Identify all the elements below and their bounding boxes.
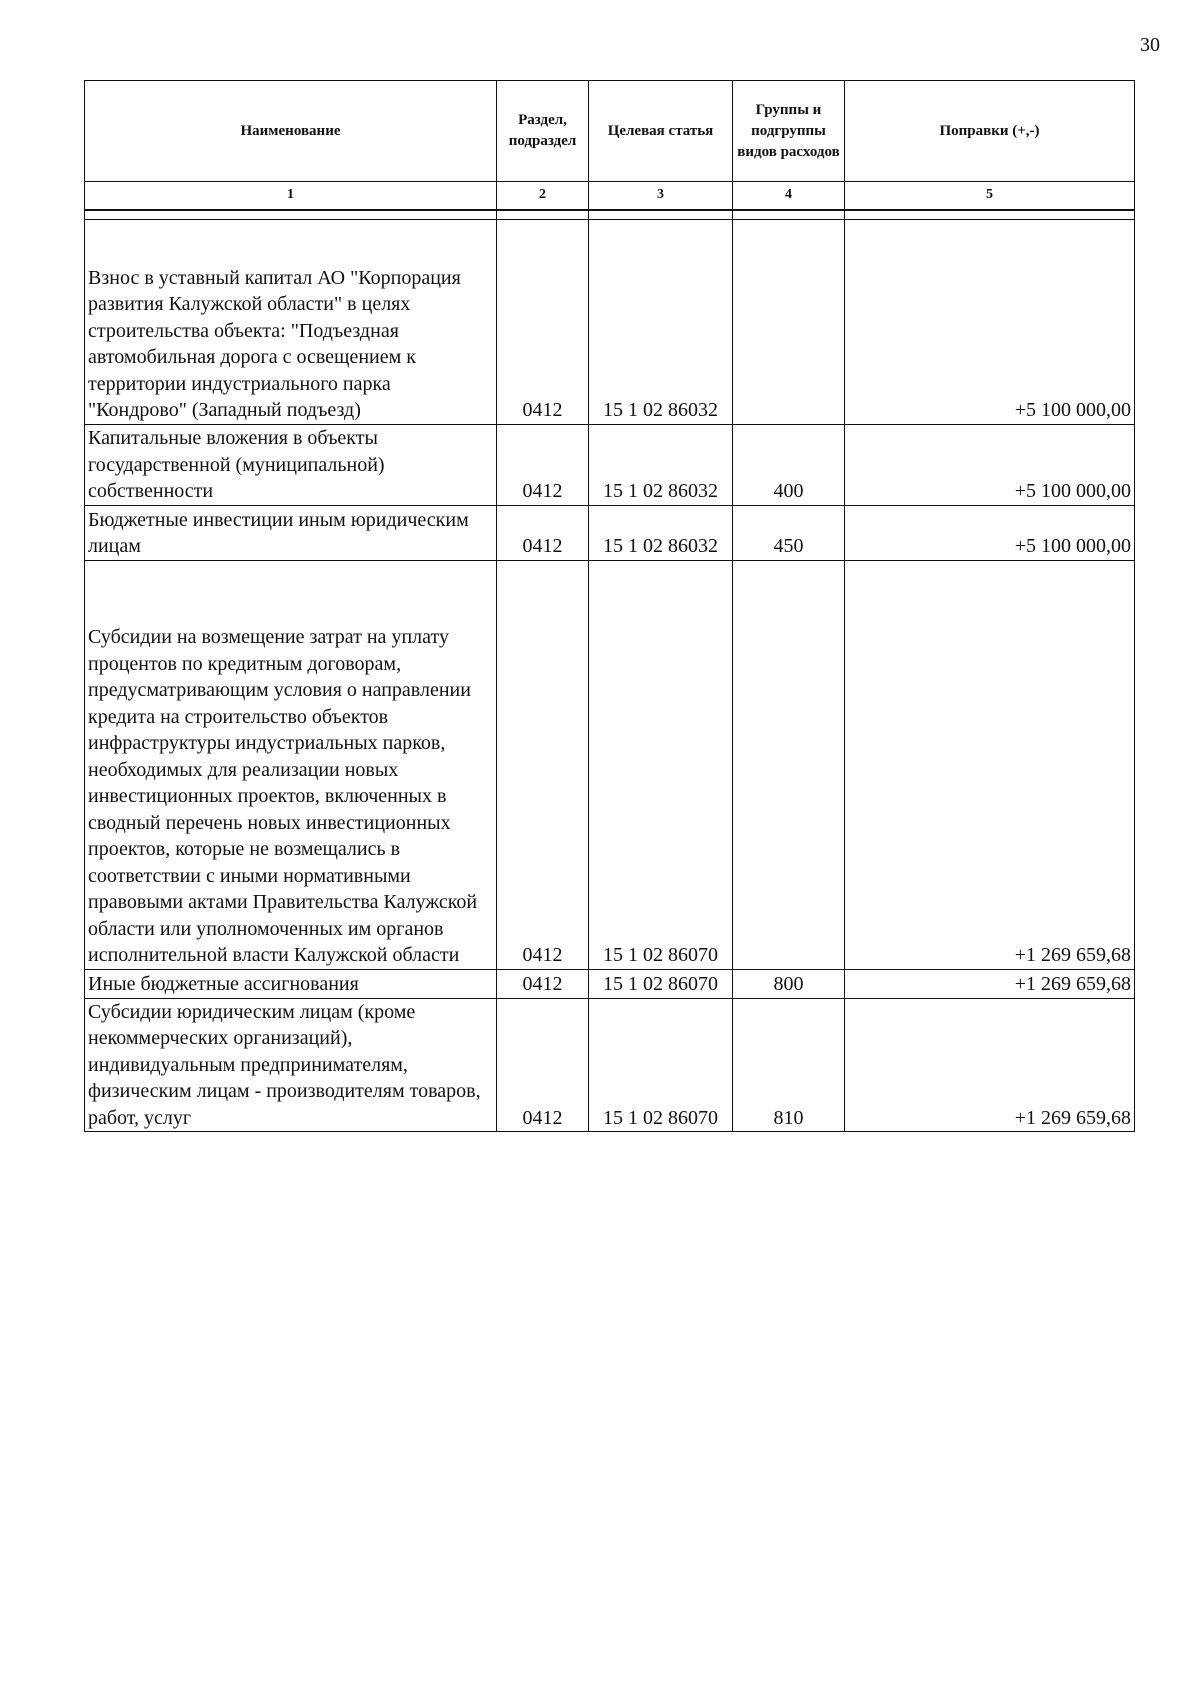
spacer-cell bbox=[589, 210, 733, 220]
row-name: Иные бюджетные ассигнования bbox=[85, 969, 497, 998]
row-name: Субсидии юридическим лицам (кроме некоммерческих организаций), индивидуальным предпринимателям, физическим лицам - производителям товаров, работ, услуг bbox=[85, 998, 497, 1132]
row-target-article: 15 1 02 86032 bbox=[589, 219, 733, 424]
table-row bbox=[85, 424, 1135, 505]
row-target-article: 15 1 02 86032 bbox=[589, 424, 733, 505]
header-section: Раздел, подраздел bbox=[497, 81, 589, 182]
column-number: 3 bbox=[589, 182, 733, 210]
page-number: 30 bbox=[1140, 34, 1160, 56]
row-name: Субсидии на возмещение затрат на уплату процентов по кредитным договорам, предусматривающим условия о направлении кредита на строительство объектов инфраструктуры индустриальных парков, необходимых для реализации новых инвестиционных проектов, включенных в сводный перечень новых инвестиционных проектов, которые не возмещались в соответствии с иными нормативными правовыми актами Правительства Калужской области или уполномоченных им органов исполнительной власти Калужской области bbox=[85, 560, 497, 969]
row-name: Капитальные вложения в объекты государственной (муниципальной) собственности bbox=[85, 424, 497, 505]
row-expense-group: 450 bbox=[733, 505, 845, 560]
table-row bbox=[85, 998, 1135, 1132]
header-name: Наименование bbox=[85, 81, 497, 182]
header-expense-groups: Группы и подгруппы видов расходов bbox=[733, 81, 845, 182]
spacer-row bbox=[85, 210, 1135, 220]
row-expense-group bbox=[733, 219, 845, 424]
table-row bbox=[85, 560, 1135, 969]
table-header-row bbox=[85, 81, 1135, 182]
row-expense-group: 400 bbox=[733, 424, 845, 505]
table-row bbox=[85, 969, 1135, 998]
row-target-article: 15 1 02 86032 bbox=[589, 505, 733, 560]
row-expense-group: 800 bbox=[733, 969, 845, 998]
row-name: Бюджетные инвестиции иным юридическим лицам bbox=[85, 505, 497, 560]
row-section: 0412 bbox=[497, 560, 589, 969]
row-name: Взнос в уставный капитал АО "Корпорация развития Калужской области" в целях строительства объекта: "Подъездная автомобильная дорога с освещением к территории индустриального парка "Кондрово" (Западный подъезд) bbox=[85, 219, 497, 424]
row-section: 0412 bbox=[497, 969, 589, 998]
table-row bbox=[85, 505, 1135, 560]
row-expense-group bbox=[733, 560, 845, 969]
spacer-cell bbox=[497, 210, 589, 220]
spacer-cell bbox=[845, 210, 1135, 220]
row-section: 0412 bbox=[497, 424, 589, 505]
column-number: 1 bbox=[85, 182, 497, 210]
row-target-article: 15 1 02 86070 bbox=[589, 998, 733, 1132]
row-amount: +5 100 000,00 bbox=[845, 424, 1135, 505]
column-number-row bbox=[85, 182, 1135, 210]
row-expense-group: 810 bbox=[733, 998, 845, 1132]
header-target-article: Целевая статья bbox=[589, 81, 733, 182]
row-section: 0412 bbox=[497, 998, 589, 1132]
row-amount: +5 100 000,00 bbox=[845, 219, 1135, 424]
budget-amendments-table bbox=[84, 80, 1135, 1132]
row-section: 0412 bbox=[497, 505, 589, 560]
row-section: 0412 bbox=[497, 219, 589, 424]
column-number: 5 bbox=[845, 182, 1135, 210]
spacer-cell bbox=[85, 210, 497, 220]
spacer-cell bbox=[733, 210, 845, 220]
row-amount: +1 269 659,68 bbox=[845, 998, 1135, 1132]
table-row bbox=[85, 219, 1135, 424]
header-amendments: Поправки (+,-) bbox=[845, 81, 1135, 182]
row-target-article: 15 1 02 86070 bbox=[589, 969, 733, 998]
row-target-article: 15 1 02 86070 bbox=[589, 560, 733, 969]
row-amount: +1 269 659,68 bbox=[845, 969, 1135, 998]
row-amount: +5 100 000,00 bbox=[845, 505, 1135, 560]
row-amount: +1 269 659,68 bbox=[845, 560, 1135, 969]
column-number: 2 bbox=[497, 182, 589, 210]
column-number: 4 bbox=[733, 182, 845, 210]
